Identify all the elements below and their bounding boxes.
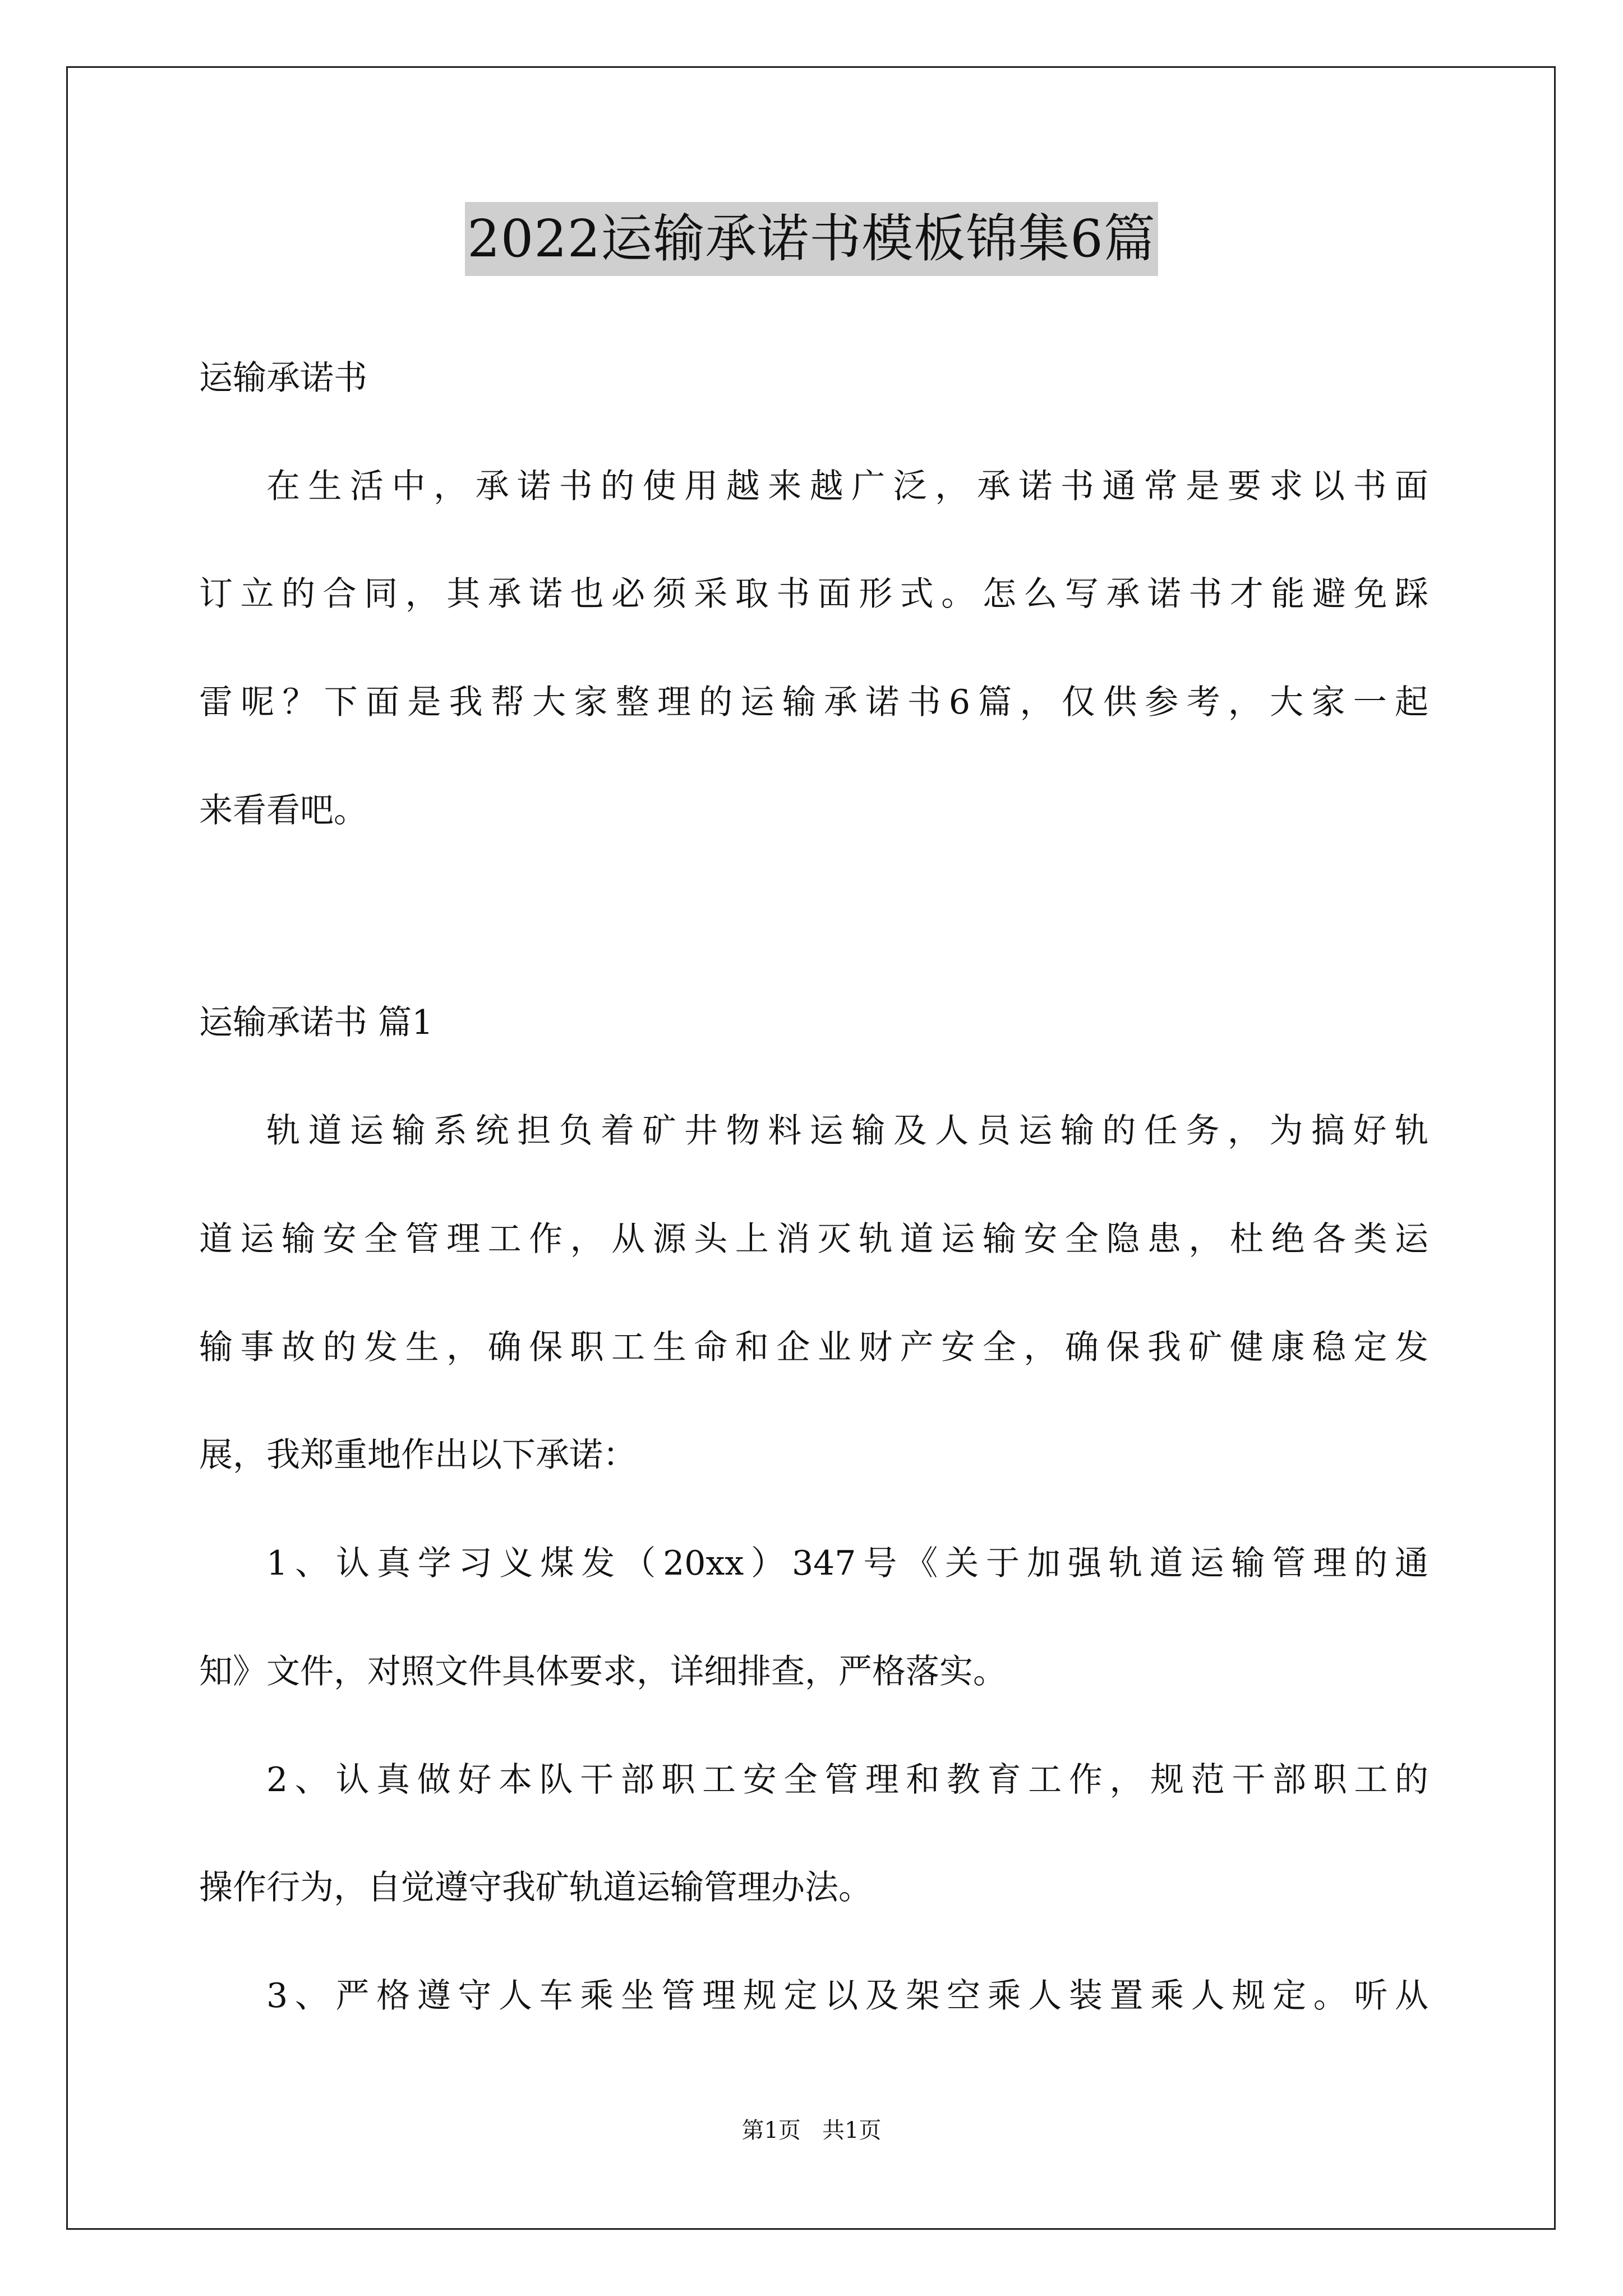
section-heading: 运输承诺书 xyxy=(199,358,367,398)
paragraph-line: 输事故的发生，确保职工生命和企业财产安全，确保我矿健康稳定发 xyxy=(199,1328,1428,1367)
paragraph-line: 在生活中，承诺书的使用越来越广泛，承诺书通常是要求以书面 xyxy=(266,467,1428,506)
paragraph-line: 3、严格遵守人车乘坐管理规定以及架空乘人装置乘人规定。听从 xyxy=(266,1976,1428,2016)
section-heading: 运输承诺书 篇1 xyxy=(199,1003,434,1042)
paragraph-line: 2、认真做好本队干部职工安全管理和教育工作，规范干部职工的 xyxy=(266,1760,1428,1800)
paragraph-line: 雷呢？下面是我帮大家整理的运输承诺书6篇，仅供参考，大家一起 xyxy=(199,683,1428,722)
page-footer: 第1页 共1页 xyxy=(741,2118,882,2143)
paragraph-line: 轨道运输系统担负着矿井物料运输及人员运输的任务，为搞好轨 xyxy=(266,1111,1428,1151)
paragraph-line: 订立的合同，其承诺也必须采取书面形式。怎么写承诺书才能避免踩 xyxy=(199,574,1428,614)
paragraph-line: 来看看吧。 xyxy=(199,791,367,830)
title-container xyxy=(0,202,1623,276)
paragraph-line: 知》文件，对照文件具体要求，详细排查，严格落实。 xyxy=(199,1652,1007,1691)
paragraph-line: 道运输安全管理工作，从源头上消灭轨道运输安全隐患，杜绝各类运 xyxy=(199,1220,1428,1259)
document-title: 2022运输承诺书模板锦集6篇 xyxy=(465,202,1158,276)
paragraph-line: 展，我郑重地作出以下承诺： xyxy=(199,1435,637,1475)
paragraph-line: 1、认真学习义煤发（20xx）347号《关于加强轨道运输管理的通 xyxy=(266,1544,1428,1583)
paragraph-line: 操作行为，自觉遵守我矿轨道运输管理办法。 xyxy=(199,1868,872,1907)
